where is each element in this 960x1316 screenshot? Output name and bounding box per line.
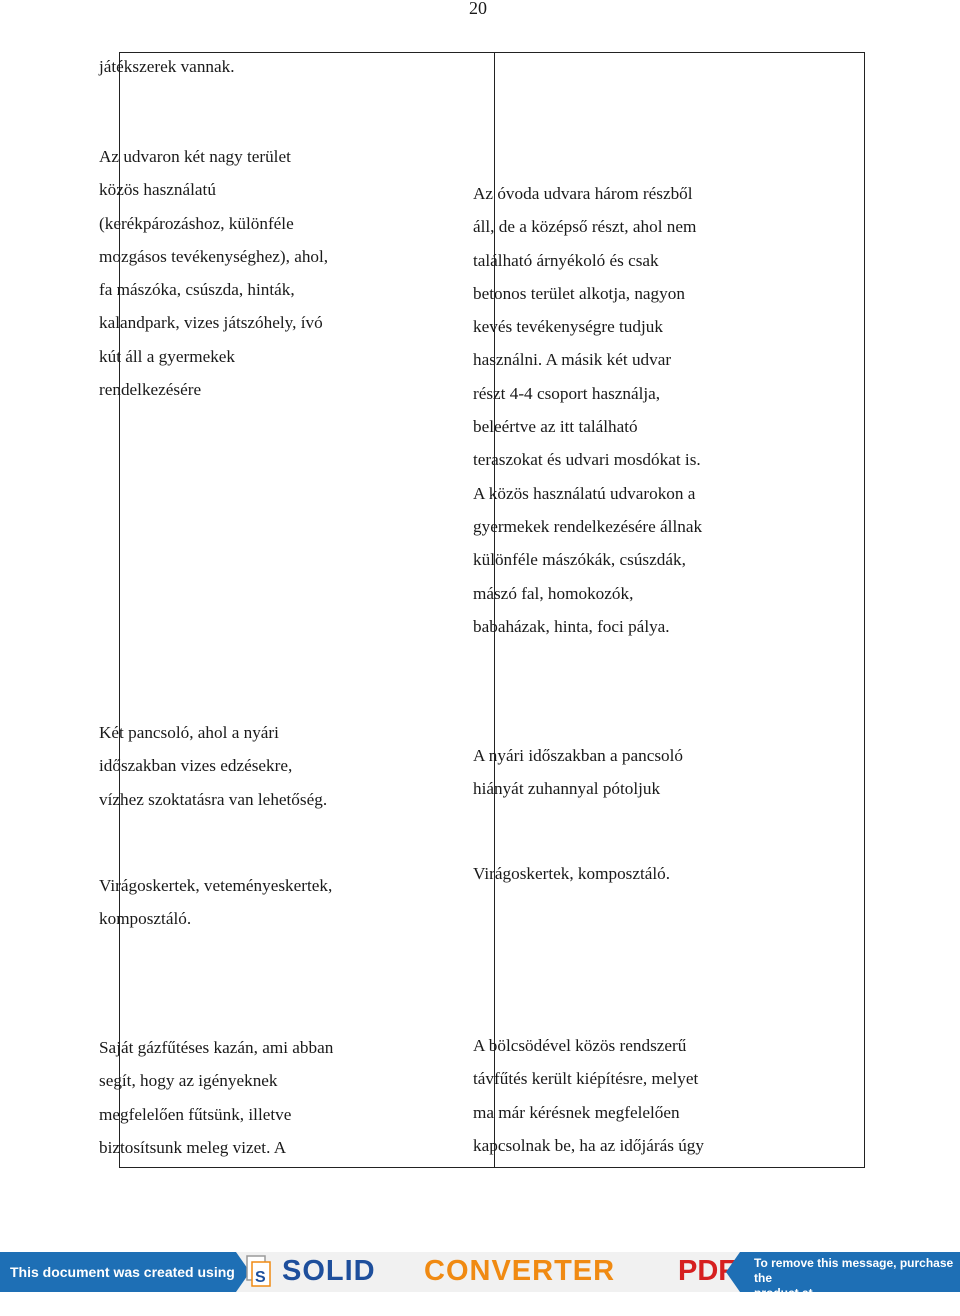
text-line: fa mászóka, csúszda, hinták,	[99, 280, 295, 300]
brand-solid: SOLID	[282, 1255, 376, 1287]
brand-pdf: PDF	[678, 1255, 736, 1287]
text-line: részt 4-4 csoport használja,	[473, 383, 661, 403]
right-cell-4	[473, 1029, 704, 1162]
text-line: teraszokat és udvari mosdókat is.	[473, 450, 701, 470]
left-cell-5	[99, 1031, 333, 1164]
svg-text:S: S	[255, 1269, 266, 1286]
solid-logo-icon	[245, 1254, 273, 1290]
text-line: Az udvaron két nagy terület	[99, 147, 291, 166]
right-cell-3	[473, 857, 670, 890]
text-line: beleértve az itt található	[473, 417, 638, 437]
text-line: mozgásos tevékenységhez), ahol,	[99, 246, 329, 266]
text-line: Az óvoda udvara három részből	[473, 184, 693, 203]
right-cell-1	[473, 177, 702, 643]
text-line: használni. A másik két udvar	[473, 350, 672, 370]
text-line: Saját gázfűtéses kazán, ami abban	[99, 1038, 334, 1057]
created-using-label: This document was created using	[0, 1252, 236, 1292]
left-cell-2	[99, 140, 328, 406]
text-line: kút áll a gyermekek	[99, 346, 236, 366]
text-line: kapcsolnak be, ha az időjárás úgy	[473, 1135, 704, 1155]
text-line: megfelelően fűtsünk, illetve	[99, 1104, 292, 1124]
text-line: rendelkezésére	[99, 380, 202, 400]
text-line: közös használatú	[99, 180, 216, 200]
text-line: A bölcsödével közös rendszerű	[473, 1036, 687, 1055]
text-line: Virágoskertek, komposztáló.	[473, 864, 671, 883]
banner-arrow-right	[726, 1252, 740, 1292]
text-line: kevés tevékenységre tudjuk	[473, 317, 663, 337]
remove-line-1: To remove this message, purchase the	[754, 1256, 954, 1285]
remove-line-2: product at www.SolidDocuments.com	[754, 1286, 908, 1315]
text-line: A nyári időszakban a pancsoló	[473, 746, 684, 765]
text-line: babaházak, hinta, foci pálya.	[473, 616, 670, 636]
right-cell-2	[473, 739, 683, 806]
text-line: különféle mászókák, csúszdák,	[473, 550, 686, 570]
text-line: A közös használatú udvarokon a	[473, 483, 696, 503]
text-line: komposztáló.	[99, 909, 192, 929]
left-cell-3	[99, 716, 327, 816]
converter-footer-banner	[0, 1252, 960, 1315]
text-line: (kerékpározáshoz, különféle	[99, 213, 294, 233]
text-line: található árnyékoló és csak	[473, 250, 659, 270]
text-line: ma már kérésnek megfelelően	[473, 1102, 680, 1122]
text-line: betonos terület alkotja, nagyon	[473, 283, 685, 303]
left-cell-1	[99, 50, 235, 83]
brand-converter: CONVERTER	[424, 1255, 616, 1287]
text-line: biztosítsunk meleg vizet. A	[99, 1137, 287, 1157]
text-line: gyermekek rendelkezésére állnak	[473, 516, 703, 536]
remove-message-link[interactable]	[740, 1252, 960, 1315]
text-line: mászó fal, homokozók,	[473, 583, 634, 603]
text-line: áll, de a középső részt, ahol nem	[473, 217, 697, 237]
text-line: Virágoskertek, veteményeskertek,	[99, 876, 333, 895]
text-line: időszakban vizes edzésekre,	[99, 756, 293, 776]
text-line: játékszerek vannak.	[99, 57, 235, 76]
text-line: Két pancsoló, ahol a nyári	[99, 723, 279, 742]
text-line: segít, hogy az igényeknek	[99, 1071, 278, 1091]
left-cell-4	[99, 869, 332, 936]
text-line: hiányát zuhannyal pótoljuk	[473, 779, 661, 799]
text-line: távfűtés került kiépítésre, melyet	[473, 1069, 699, 1089]
page-number: 20	[469, 0, 487, 18]
text-line: vízhez szoktatásra van lehetőség.	[99, 789, 328, 809]
text-line: kalandpark, vizes játszóhely, ívó	[99, 313, 323, 333]
